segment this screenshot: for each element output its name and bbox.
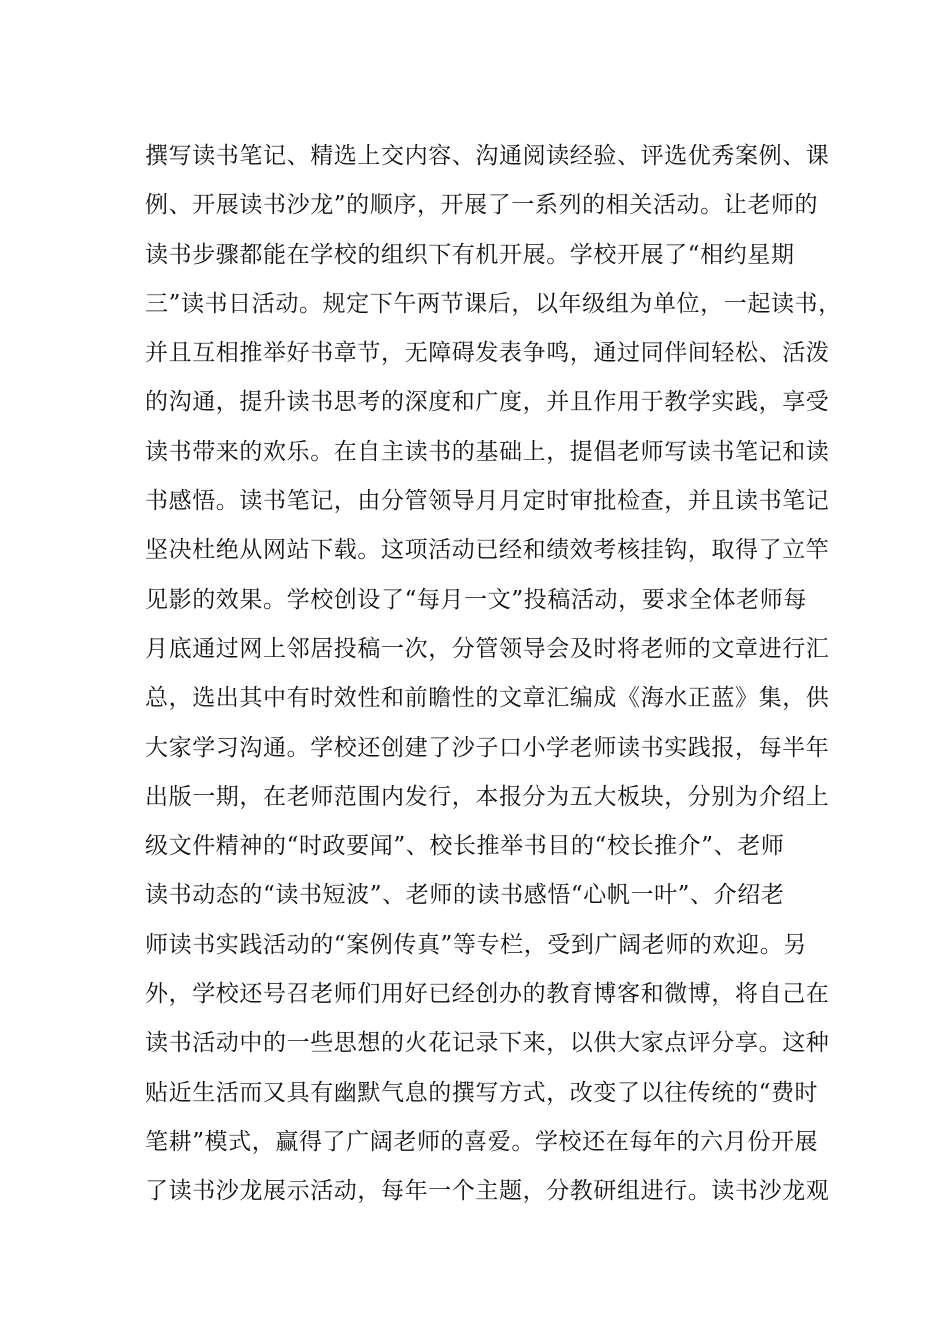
text-line: 书感悟。读书笔记，由分管领导月月定时审批检查，并且读书笔记	[145, 488, 830, 515]
text-line: 月底通过网上邻居投稿一次，分管领导会及时将老师的文章进行汇	[145, 635, 830, 662]
text-line: 坚决杜绝从网站下载。这项活动已经和绩效考核挂钩，取得了立竿	[145, 537, 830, 564]
text-line: 出版一期，在老师范围内发行，本报分为五大板块，分别为介绍上	[145, 783, 830, 810]
text-line: 师读书实践活动的“案例传真”等专栏，受到广阔老师的欢迎。另	[145, 931, 807, 958]
text-line: 了读书沙龙展示活动，每年一个主题，分教研组进行。读书沙龙观	[145, 1178, 830, 1205]
text-line: 读书活动中的一些思想的火花记录下来，以供大家点评分享。这种	[145, 1030, 830, 1057]
text-line: 例、开展读书沙龙”的顺序，开展了一系列的相关活动。让老师的	[145, 192, 819, 219]
text-line: 撰写读书笔记、精选上交内容、沟通阅读经验、评选优秀案例、课	[145, 143, 830, 169]
text-line: 笔耕”模式，赢得了广阔老师的喜爱。学校还在每年的六月份开展	[145, 1128, 819, 1155]
text-line: 大家学习沟通。学校还创建了沙子口小学老师读书实践报，每半年	[145, 734, 830, 761]
text-line: 读书动态的“读书短波”、老师的读书感悟“心帆一叶”、介绍老	[145, 882, 785, 909]
text-line: 见影的效果。学校创设了“每月一文”投稿活动，要求全体老师每	[145, 586, 807, 613]
text-line: 三”读书日活动。规定下午两节课后，以年级组为单位，一起读书，	[145, 290, 842, 317]
text-line: 外，学校还号召老师们用好已经创办的教育博客和微博，将自己在	[145, 981, 830, 1008]
text-line: 总，选出其中有时效性和前瞻性的文章汇编成《海水正蓝》集，供	[145, 685, 830, 712]
text-line: 的沟通，提升读书思考的深度和广度，并且作用于教学实践，享受	[145, 389, 830, 416]
text-line: 读书带来的欢乐。在自主读书的基础上，提倡老师写读书笔记和读	[145, 438, 830, 465]
body-text	[145, 132, 842, 1217]
text-line: 读书步骤都能在学校的组织下有机开展。学校开展了“相约星期	[145, 241, 795, 268]
text-line: 级文件精神的“时政要闻”、校长推举书目的“校长推介”、老师	[145, 833, 785, 860]
text-line: 贴近生活而又具有幽默气息的撰写方式，改变了以往传统的“费时	[145, 1079, 819, 1106]
text-line: 并且互相推举好书章节，无障碍发表争鸣，通过同伴间轻松、活泼	[145, 340, 830, 367]
